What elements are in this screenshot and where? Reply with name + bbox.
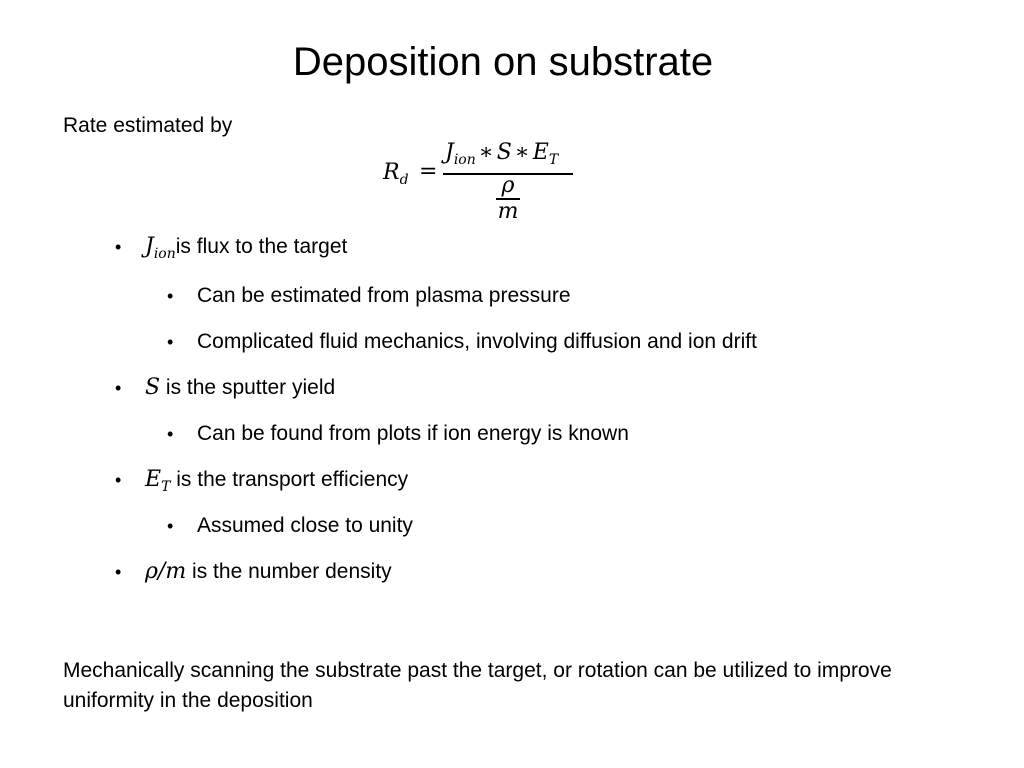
bullet-math-rho-m: ρ/m <box>145 559 187 584</box>
bullet-number-density <box>115 559 392 585</box>
sub-bullet-plasma-pressure <box>167 283 571 309</box>
bullet-sputter-yield <box>115 375 336 401</box>
bullet-text: is the number density <box>186 560 392 583</box>
formula-equals: = <box>419 159 438 184</box>
bullet-math-s: S <box>145 375 161 400</box>
sub-bullet-fluid-mechanics <box>167 329 757 355</box>
bullet-transport-efficiency <box>115 467 409 500</box>
bullet-dot: • <box>167 286 174 306</box>
bullet-dot: • <box>115 470 122 490</box>
bullet-jion <box>115 234 348 267</box>
bullet-math-et: $E_T$ <box>145 467 171 495</box>
slide-title: Deposition on substrate <box>292 40 714 84</box>
bullet-text: is the sputter yield <box>160 376 336 399</box>
bullet-text: Assumed close to unity <box>197 514 413 537</box>
bullet-text: is the transport efficiency <box>170 468 409 491</box>
bullet-dot: • <box>115 237 122 257</box>
bullet-text: is flux to the target <box>175 235 348 258</box>
bullet-text: Can be found from plots if ion energy is known <box>197 422 629 445</box>
bullet-dot: • <box>167 424 174 444</box>
sub-bullet-plots <box>167 421 629 447</box>
deposition-rate-formula <box>383 140 583 224</box>
bullet-dot: • <box>167 516 174 536</box>
formula-numerator: $J_{ion}$ ∗ S ∗ $E_T$ <box>445 140 559 168</box>
bullet-dot: • <box>115 378 122 398</box>
footer-note: Mechanically scanning the substrate past the target, or rotation can be utilized to improve uniformity in the deposition <box>63 659 892 712</box>
bullet-text: Can be estimated from plasma pressure <box>197 284 571 307</box>
formula-lhs: $R_d$ <box>383 160 409 188</box>
bullet-math-jion: $J_{ion}$ <box>145 234 176 262</box>
bullet-text: Complicated fluid mechanics, involving diffusion and ion drift <box>197 330 757 353</box>
sub-bullet-unity <box>167 513 413 539</box>
bullet-dot: • <box>167 332 174 352</box>
intro-text: Rate estimated by <box>63 114 233 137</box>
bullet-dot: • <box>115 562 122 582</box>
formula-denominator: ρ m <box>497 173 519 224</box>
